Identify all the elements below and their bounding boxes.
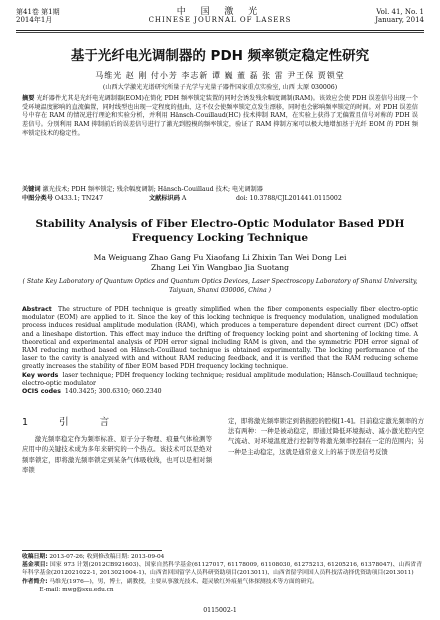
keywords-cn-line <box>22 186 418 194</box>
volume-issue-cn: 第41卷 第1期 <box>16 8 60 16</box>
date-en: January, 2014 <box>375 16 424 24</box>
abstract-cn <box>22 95 418 139</box>
abstract-en-label: Abstract <box>22 306 52 313</box>
volume-issue-en: Vol. 41, No. 1 <box>376 8 424 16</box>
footnote-label: 收稿日期: <box>22 554 48 560</box>
abstract-en <box>22 306 418 396</box>
footnote-text: 马维光(1976—)，男，博士，副教授，主要从事激光技术、超灵敏红外痕量气体探测技术等方面的研究。 <box>49 578 318 585</box>
ocis-codes: 140.3425; 300.6310; 060.2340 <box>64 388 162 396</box>
doccode: A <box>181 195 187 202</box>
affiliation-en: ( State Key Laboratory of Quantum Optics and Quantum Optics Devices, Laser Spectroscopy Laboratory of Shanxi University, Taiyuan, Shanxi 030006, China ) <box>22 278 418 294</box>
abstract-cn-text: 光纤器件尤其是光纤电光调制器(EOM)在简化 PDH 频率锁定装置的同时会诱发残余幅度调制(RAM)。该效应会使 PDH 误差信号出现一个受环境温度影响的直流偏置，同时线型也出现一定程度的扭曲，这不仅会使频率锁定点发生漂移，同时也会影响频率锁定的时间。对 PDH 误差信号中存在 RAM 的情况进行理论和实验分析，并利用 Hänsch-Couillaud(HC) 技术抑制 RAM，在实验上获得了无偏置且信号对称的 PDH 误差信号。分别利用 RAM 抑制前后的误差信号进行了激光到腔模的频率锁定，验证了 RAM 抑制方案可以极大地增加基于光纤 EOM 的 PDH 频率锁定技术的稳定性。 <box>22 95 419 137</box>
ocis-label: OCIS codes <box>22 388 61 396</box>
affiliation-cn: (山西大学激光光谱研究所量子光学与光量子器件国家重点实验室, 山西 太原 030006) <box>102 84 338 91</box>
body-column-left <box>22 416 212 475</box>
header-rule <box>16 30 424 31</box>
keywords-cn-label: 关键词 <box>22 186 41 193</box>
intro-paragraph-right: 定，即将激光频率锁定到谐振腔的腔模[1-4]。目前稳定激光频率的方法有两种：一种是被动稳定，即通过降低环境振动、减小激光腔内空气流动、对环境温度进行控制等将激光频率控制在一定的范围内；另一种是主动稳定，这就是通常意义上的基于误差信号反馈 <box>228 417 424 456</box>
doi-block <box>236 195 342 203</box>
ocis-line <box>22 388 418 396</box>
keywords-cn: 激光技术; PDH 频率锁定; 残余幅度调制; Hänsch-Couillaud 技术; 电光调制器 <box>42 186 263 193</box>
intro-paragraph-left: 激光频率稳定作为频率标准、原子分子物理、痕量气体检测等应用中的关键技术成为多年来研究的一个热点。该技术可以是绝对频率锁定，即将激光频率锁定到某条气体吸收线，也可以是相对频率锁 <box>22 435 212 474</box>
clc-block <box>22 195 147 203</box>
footnote-received <box>22 553 422 561</box>
header-right <box>375 8 424 24</box>
abstract-cn-label: 摘要 <box>22 95 35 102</box>
footnote-text: E-mail: mwg@sxu.edu.cn <box>39 586 114 593</box>
doccode-block <box>149 195 234 203</box>
footnote-author-bio <box>22 578 422 586</box>
header-rule-thin <box>16 32 424 33</box>
clc-code: O433.1; TN247 <box>54 195 104 202</box>
authors-cn: 马维光 赵 刚 付小芳 李志新 谭 巍 董 磊 张 雷 尹王保 贾锁堂 <box>95 71 345 80</box>
footnote-funding <box>22 561 422 577</box>
keywords-en: laser technique; PDH frequency locking technique; residual amplitude modulation; Hänsch-Couillaud technique; electro-optic modulator <box>22 371 419 387</box>
footnotes <box>22 553 422 594</box>
footnote-text: 国家 973 计划(2012CB921603)、国家自然科学基金(61127017, 61178009, 61108030, 61275213, 61205216, 61378047)、山西省青年科学基金(2012021022-1, 2013021004-1)、山西省回国留学人员科研资助项目(2013011)、山西省留学回国人员科技活动择优资助项目(2013011) <box>22 562 422 577</box>
clc-label: 中图分类号 <box>22 195 53 202</box>
footnote-text: 2013-07-26; 收到修改稿日期: 2013-09-04 <box>49 554 165 560</box>
footnote-rule <box>22 550 162 551</box>
doi: 10.3788/CJL201441.0115002 <box>249 195 342 202</box>
abstract-en-text: The structure of PDH technique is greatly simplified when the fiber components especially fiber electro-optic modulator (EOM) are applied to it. Since the key of this locking technique is frequency modulation, unaligned modulation process induces residual amplitude modulation (RAM), which produces a temperature dependent direct current (DC) offset and a lineshape distortion. This effect may induce the drifting of frequency locking point and shortening of locking time. A theoretical and experimental analysis of PDH error signal including RAM is given, and the symmetric PDH error signal of RAM reducing method based on Hänsch-Couillaud technique is obtained experimentally. The locking performance of the laser to the cavity is analyzed with and without RAM reducing feedback, and it is verified that the RAM reducing scheme greatly increases the stability of fiber EOM based PDH frequency locking technique. <box>22 306 418 371</box>
date-cn: 2014年1月 <box>16 16 53 24</box>
authors-en-line2: Zhang Lei Yin Wangbao Jia Suotang <box>150 263 290 272</box>
journal-name-en: CHINESE JOURNAL OF LASERS <box>148 16 292 24</box>
body-column-right <box>228 416 424 457</box>
page-number: 0115002-1 <box>203 607 237 614</box>
keywords-en-line <box>22 372 418 388</box>
footnote-email <box>22 586 422 594</box>
doccode-label: 文献标识码 <box>148 195 180 202</box>
doi-label: doi: <box>235 195 248 202</box>
header-center <box>16 8 424 24</box>
footnote-label: 基金项目: <box>22 562 48 569</box>
keywords-en-label: Key words <box>22 371 59 379</box>
journal-name-cn: 中 国 激 光 <box>176 7 264 17</box>
title-cn: 基于光纤电光调制器的 PDH 频率锁定稳定性研究 <box>70 48 370 64</box>
classification-line <box>22 195 418 203</box>
authors-en-line1: Ma Weiguang Zhao Gang Fu Xiaofang Li Zhixin Tan Wei Dong Lei <box>93 253 347 262</box>
footnote-label: 作者简介: <box>22 578 48 585</box>
running-header <box>16 8 424 30</box>
section-heading: 1 引 言 <box>22 417 124 428</box>
authors-en <box>16 253 424 273</box>
title-en: Stability Analysis of Fiber Electro-Optic Modulator Based PDH Frequency Locking Technique <box>35 218 405 244</box>
